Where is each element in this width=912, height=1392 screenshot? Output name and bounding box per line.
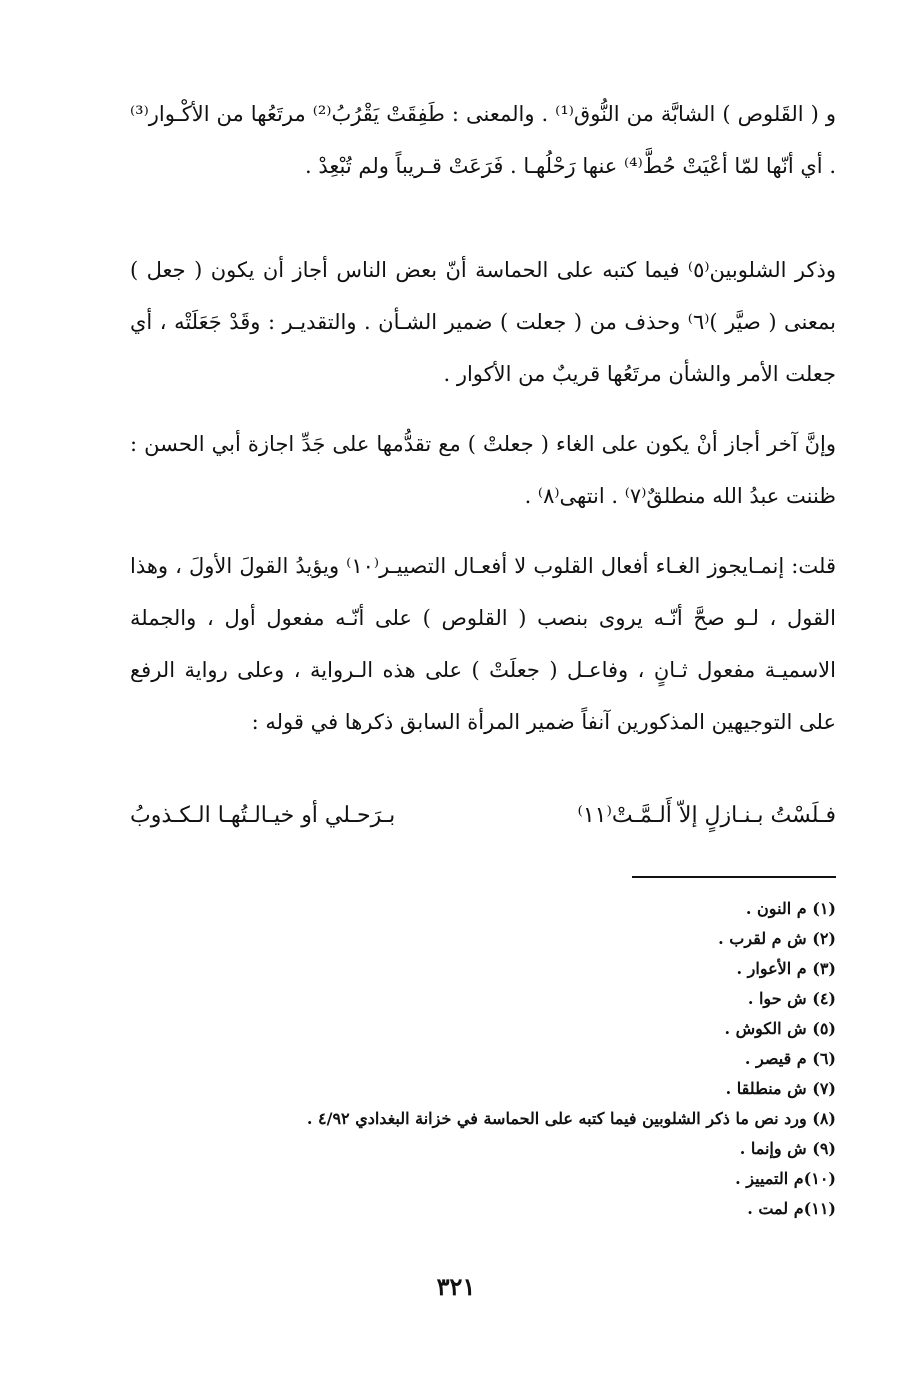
- footnote-7: (٧) ش منطلقا .: [725, 1079, 836, 1098]
- footnote-4: (٤) ش حوا .: [747, 989, 836, 1008]
- verse-right-hemistich: فـلَسْتُ بـنـازلٍ إلاّ أَلـمَّـتْ⁽١١⁾: [577, 803, 836, 828]
- poetry-verse: [130, 790, 836, 842]
- paragraph-3: [130, 418, 836, 522]
- footnote-5: (٥) ش الكوش .: [724, 1019, 836, 1038]
- footnote-9: (٩) ش وإنما .: [739, 1139, 836, 1158]
- paragraph-1: [130, 88, 836, 192]
- paragraph-text: قلت: إنمـايجوز الغـاء أفعال القلوب لا أفعـال التصييـر⁽١٠⁾ ويؤيدُ القولَ الأولَ ، وهذا القول ، لـو صحَّ أنّـه يروى بنصب ( القلوص ) على أنّـه مفعول أول ، والجملة الاسميـة مفعول ثـانٍ ، وفاعـل ( جعلَتْ ) على هذه الـرواية ، وعلى رواية الرفع على التوجيهين المذكورين آنفاً ضمير المرأة السابق ذكرها في قوله :: [130, 554, 836, 734]
- paragraph-2: [130, 244, 836, 400]
- paragraph-text: وإنَّ آخر أجاز أنْ يكون على الغاء ( جعلتْ ) مع تقدُّمها على جَدِّ اجازة أبي الحسن : ظننت عبدُ الله منطلقٌ⁽٧⁾ . انتهى⁽٨⁾ .: [130, 432, 836, 508]
- footnote-8: (٨) ورد نص ما ذكر الشلوبين فيما كتبه على الحماسة في خزانة البغدادي ٤/٩٢ .: [306, 1109, 836, 1128]
- footnote-6: (٦) م قيصر .: [744, 1049, 836, 1068]
- footnotes-list: [200, 894, 836, 1224]
- footnote-11: (١١)م لمت .: [747, 1199, 836, 1218]
- footnote-divider: [632, 876, 836, 878]
- footnote-1: (١) م النون .: [745, 899, 836, 918]
- verse-left-hemistich: بـرَحـلي أو خيـالـتُهـا الـكـذوبُ: [130, 803, 396, 828]
- paragraph-text: وذكر الشلوبين⁽٥⁾ فيما كتبه على الحماسة أنّ بعض الناس أجاز أن يكون ( جعل ) بمعنى ( صيَّر )⁽٦⁾ وحذف من ( جعلت ) ضمير الشـأن . والتقديـر : وقَدْ جَعَلَتْه ، أي جعلت الأمر والشأن مرتَعُها قريبٌ من الأكوار .: [130, 258, 836, 386]
- footnote-10: (١٠)م التمييز .: [735, 1169, 836, 1188]
- page-number: ٣٢١: [436, 1272, 476, 1301]
- paragraph-text: و ( القَلوص ) الشابَّة من النُّوق⁽¹⁾ . والمعنى : طَفِقَتْ يَقْرُبُ⁽²⁾ مرتَعُها من الأكْـوار⁽³⁾ . أي أنّها لمّا أعْيَتْ حُطَّ⁽⁴⁾ عنها رَحْلُهـا . فَرَعَتْ قـريباً ولم تُبْعِدْ .: [130, 102, 837, 178]
- paragraph-4: [130, 540, 836, 748]
- footnote-3: (٣) م الأعوار .: [736, 959, 836, 978]
- footnote-2: (٢) ش م لقرب .: [718, 929, 836, 948]
